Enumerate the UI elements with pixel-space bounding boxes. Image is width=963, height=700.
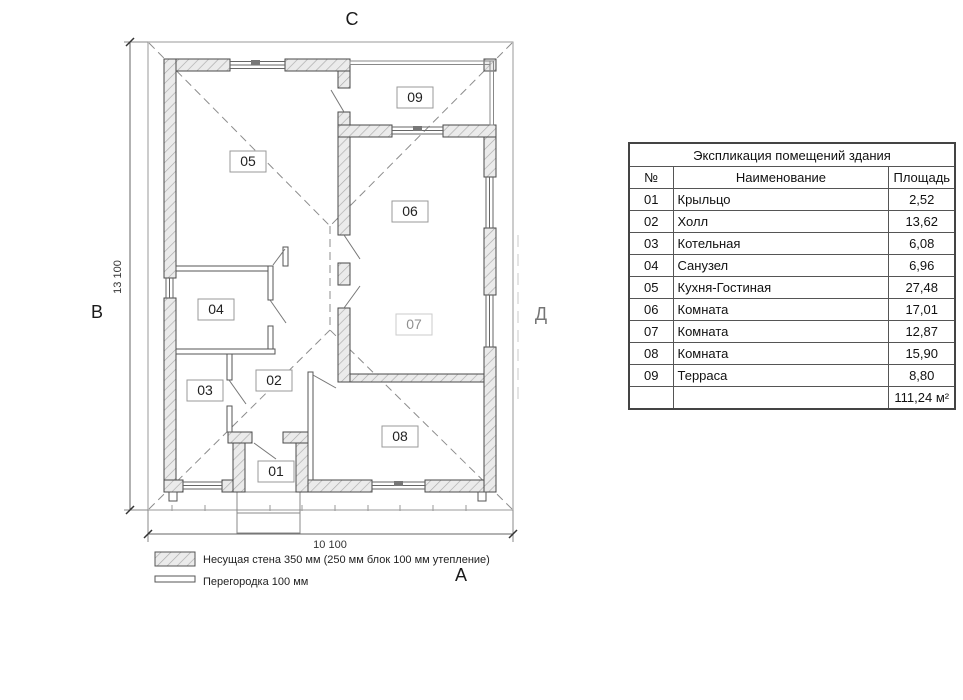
cell-name: Комната [673, 299, 889, 321]
room-label-text: 07 [406, 316, 422, 332]
cell-area: 13,62 [889, 211, 955, 233]
room-label-text: 05 [240, 153, 256, 169]
table-row [629, 321, 955, 343]
room-label [392, 201, 428, 222]
windows [166, 60, 493, 489]
table-row [629, 343, 955, 365]
cell-area: 17,01 [889, 299, 955, 321]
room-label [382, 426, 418, 447]
cell-no: 07 [629, 321, 673, 343]
cell-name: Терраса [673, 365, 889, 387]
table-header-row [629, 167, 955, 189]
table-total-row [629, 387, 955, 410]
explication-table [628, 142, 956, 410]
cell-area: 27,48 [889, 277, 955, 299]
facade-letter-bottom: А [454, 565, 468, 585]
table-row [629, 277, 955, 299]
room-label [256, 370, 292, 391]
cell-area: 6,96 [889, 255, 955, 277]
cell-name: Санузел [673, 255, 889, 277]
cell-no: 08 [629, 343, 673, 365]
cell-no: 05 [629, 277, 673, 299]
room-label-text: 06 [402, 203, 418, 219]
cell-area: 12,87 [889, 321, 955, 343]
room-label-text: 02 [266, 372, 282, 388]
table-row [629, 211, 955, 233]
room-label-text: 09 [407, 89, 423, 105]
header-name: Наименование [673, 167, 889, 189]
table-title-row [629, 143, 955, 167]
cell-name: Котельная [673, 233, 889, 255]
table-row [629, 365, 955, 387]
legend-bearing-wall-swatch [155, 552, 195, 566]
table-row [629, 299, 955, 321]
facade-letter-right: Д [534, 304, 548, 324]
room-label [198, 299, 234, 320]
table-row [629, 255, 955, 277]
legend-partition-label: Перегородка 100 мм [203, 576, 309, 588]
total-area: 111,24 м² [889, 387, 955, 410]
facade-letter-left: В [90, 302, 104, 322]
room-label [397, 87, 433, 108]
header-area: Площадь [889, 167, 955, 189]
cell-name: Крыльцо [673, 189, 889, 211]
cell-no: 01 [629, 189, 673, 211]
cell-name [673, 387, 889, 410]
dimension-height-label: 13 100 [112, 260, 124, 294]
cell-no: 03 [629, 233, 673, 255]
legend-bearing-wall-label: Несущая стена 350 мм (250 мм блок 100 мм утепление) [203, 554, 490, 566]
walls [164, 59, 496, 492]
facade-letter-top: С [345, 9, 359, 29]
table-row [629, 233, 955, 255]
roof-outline [148, 42, 518, 511]
cell-no [629, 387, 673, 410]
porch-steps [237, 492, 300, 533]
cell-no: 04 [629, 255, 673, 277]
room-label-text: 04 [208, 301, 224, 317]
room-label-text: 08 [392, 428, 408, 444]
room-label [187, 380, 223, 401]
cell-area: 15,90 [889, 343, 955, 365]
cell-name: Комната [673, 343, 889, 365]
room-label-text: 01 [268, 463, 284, 479]
cell-no: 09 [629, 365, 673, 387]
cell-name: Холл [673, 211, 889, 233]
cell-area: 6,08 [889, 233, 955, 255]
table-title: Экспликация помещений здания [629, 143, 955, 167]
header-no: № [629, 167, 673, 189]
cell-no: 06 [629, 299, 673, 321]
legend [155, 552, 490, 588]
cell-area: 2,52 [889, 189, 955, 211]
cell-name: Кухня-Гостиная [673, 277, 889, 299]
cell-no: 02 [629, 211, 673, 233]
room-label [258, 461, 294, 482]
legend-partition-swatch [155, 576, 195, 582]
table-row [629, 189, 955, 211]
dimension-bottom [144, 510, 517, 551]
room-label [230, 151, 266, 172]
foundation-marks [169, 492, 486, 501]
room-label-text: 03 [197, 382, 213, 398]
dimension-width-label: 10 100 [313, 539, 347, 551]
cell-name: Комната [673, 321, 889, 343]
dimension-left [112, 38, 148, 514]
cell-area: 8,80 [889, 365, 955, 387]
room-label [396, 314, 432, 335]
